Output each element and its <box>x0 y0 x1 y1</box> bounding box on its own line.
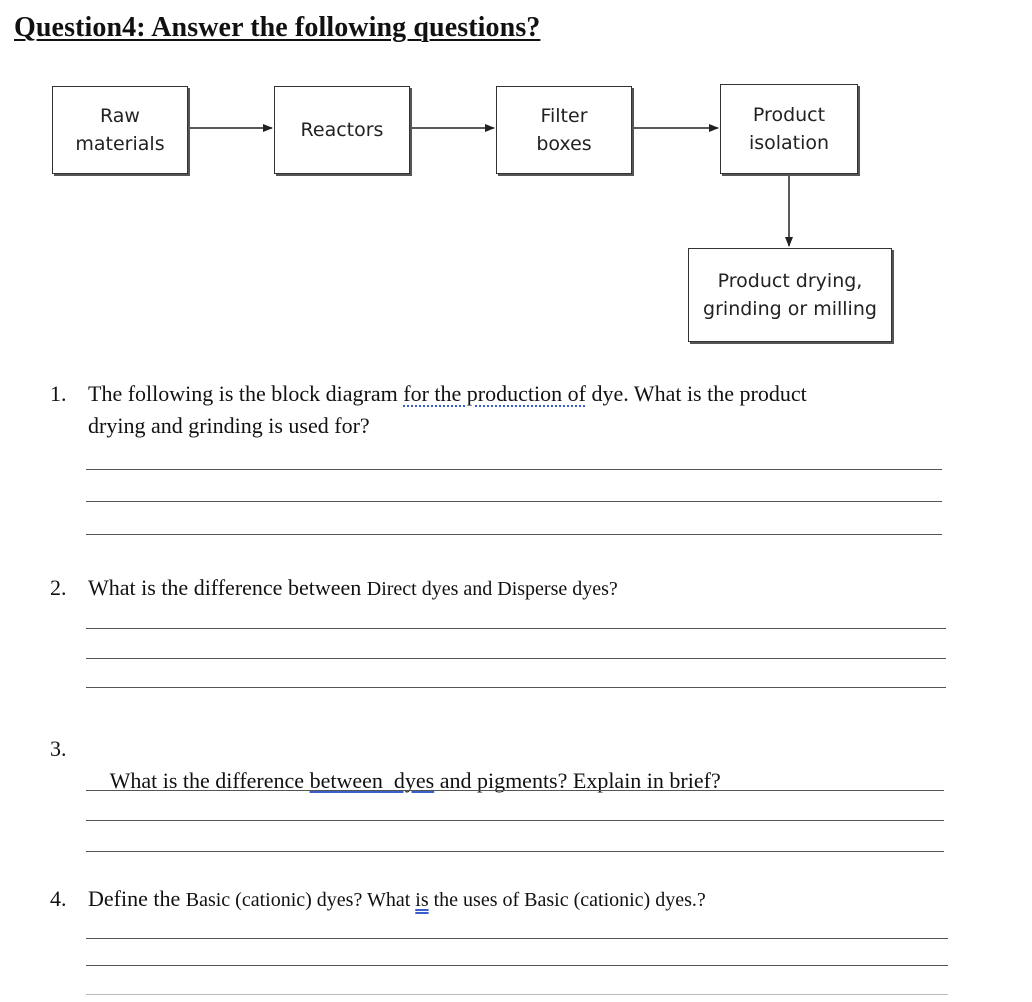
answer-line[interactable] <box>86 501 942 502</box>
question-1-text-a: The following is the block diagram <box>88 381 404 406</box>
question-2-text-a: What is the difference between <box>88 575 367 600</box>
answer-line[interactable] <box>86 628 946 629</box>
raw-materials-line1: Raw <box>100 105 140 127</box>
answer-line[interactable] <box>86 658 946 659</box>
question-1-text-c: dye. What is the product <box>585 381 807 406</box>
question-4-text-d: the uses of Basic (cationic) dyes.? <box>428 889 706 911</box>
question-1-text-line2: drying and grinding is used for? <box>88 413 370 438</box>
answer-line[interactable] <box>86 790 944 791</box>
filter-boxes-line1: Filter <box>540 105 588 127</box>
question-1 <box>50 378 990 442</box>
question-1-number: 1. <box>50 381 67 406</box>
product-isolation-line1: Product <box>752 104 826 126</box>
filter-boxes-line2: boxes <box>536 133 592 155</box>
answer-line[interactable] <box>86 820 944 821</box>
answer-line[interactable] <box>86 994 948 995</box>
page-title: Question4: Answer the following questions? <box>14 12 541 43</box>
question-4-flagged-word: is <box>415 889 429 911</box>
question-3-number: 3. <box>50 736 67 761</box>
question-2 <box>50 572 990 604</box>
question-4-number: 4. <box>50 886 67 911</box>
question-2-text-b: Direct dyes and Disperse dyes? <box>366 578 618 600</box>
question-3 <box>50 733 990 793</box>
answer-line[interactable] <box>86 687 946 688</box>
question-4-text-b: Basic (cationic) dyes? What <box>185 889 416 911</box>
answer-line[interactable] <box>86 534 942 535</box>
product-drying-line1: Product drying, <box>717 270 863 292</box>
question-4 <box>50 883 990 915</box>
diagram-arrows <box>0 0 1032 400</box>
product-isolation-line2: isolation <box>748 132 830 154</box>
answer-line[interactable] <box>86 965 948 966</box>
product-drying-line2: grinding or milling <box>703 298 877 320</box>
question-3-text-a: What is the difference <box>109 768 310 793</box>
answer-line[interactable] <box>86 469 942 470</box>
answer-line[interactable] <box>86 938 948 939</box>
answer-line[interactable] <box>86 851 944 852</box>
question-2-number: 2. <box>50 575 67 600</box>
question-3-text-c: and pigments? Explain in brief? <box>434 768 721 793</box>
question-3-flagged-phrase: between dyes <box>309 768 435 793</box>
question-4-text-a: Define the <box>88 886 186 911</box>
raw-materials-line2: materials <box>75 133 165 155</box>
reactors-label: Reactors <box>300 119 384 141</box>
question-1-flagged-phrase: for the production of <box>403 381 586 406</box>
